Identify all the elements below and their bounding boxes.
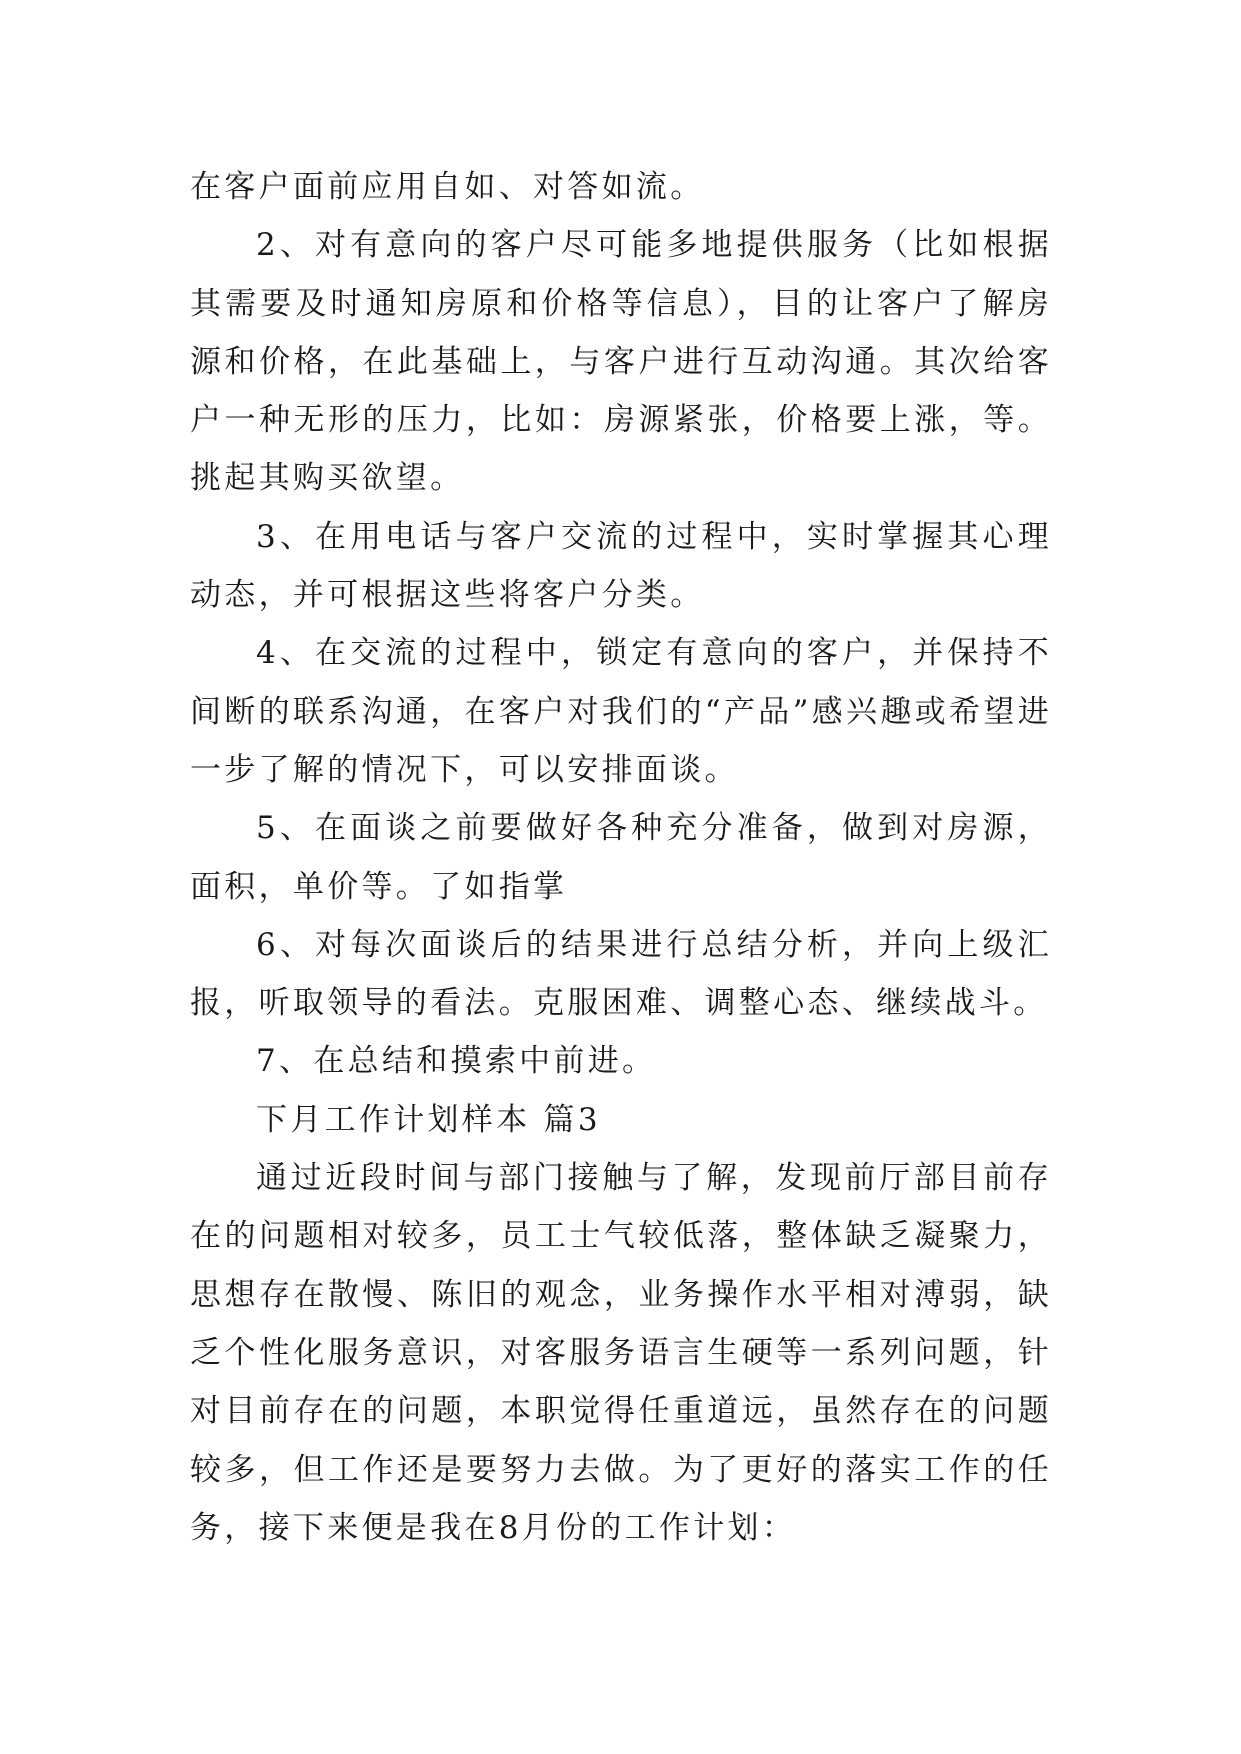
paragraph-item-6: 6、对每次面谈后的结果进行总结分析，并向上级汇报，听取领导的看法。克服困难、调整心态、继续战斗。: [190, 926, 1052, 1022]
paragraph-item-5: 5、在面谈之前要做好各种充分准备，做到对房源，面积，单价等。了如指掌: [190, 810, 1052, 905]
paragraph-item-4: 4、在交流的过程中，锁定有意向的客户，并保持不间断的联系沟通，在客户对我们的“产品”感兴趣或希望进一步了解的情况下，可以安排面谈。: [190, 635, 1052, 788]
paragraph-item-2: 2、对有意向的客户尽可能多地提供服务（比如根据其需要及时通知房原和价格等信息），目的让客户了解房源和价格，在此基础上，与客户进行互动沟通。其次给客户一种无形的压力，比如：房源紧张，价格要上涨，等。挑起其购买欲望。: [190, 227, 1052, 497]
document-page: [190, 158, 1052, 1557]
section-heading: 下月工作计划样本 篇3: [256, 1101, 601, 1138]
paragraph-continuation: 在客户面前应用自如、对答如流。: [190, 169, 705, 205]
paragraph-intro: 通过近段时间与部门接触与了解，发现前厅部目前存在的问题相对较多，员工士气较低落，整体缺乏凝聚力，思想存在散慢、陈旧的观念，业务操作水平相对溥弱，缺乏个性化服务意识，对客服务语言生硬等一系列问题，针对目前存在的问题，本职觉得任重道远，虽然存在的问题较多，但工作还是要努力去做。为了更好的落实工作的任务，接下来便是我在8月份的工作计划：: [190, 1160, 1052, 1546]
paragraph-item-7: 7、在总结和摸索中前进。: [256, 1043, 657, 1080]
paragraph-item-3: 3、在用电话与客户交流的过程中，实时掌握其心理动态，并可根据这些将客户分类。: [190, 518, 1052, 614]
